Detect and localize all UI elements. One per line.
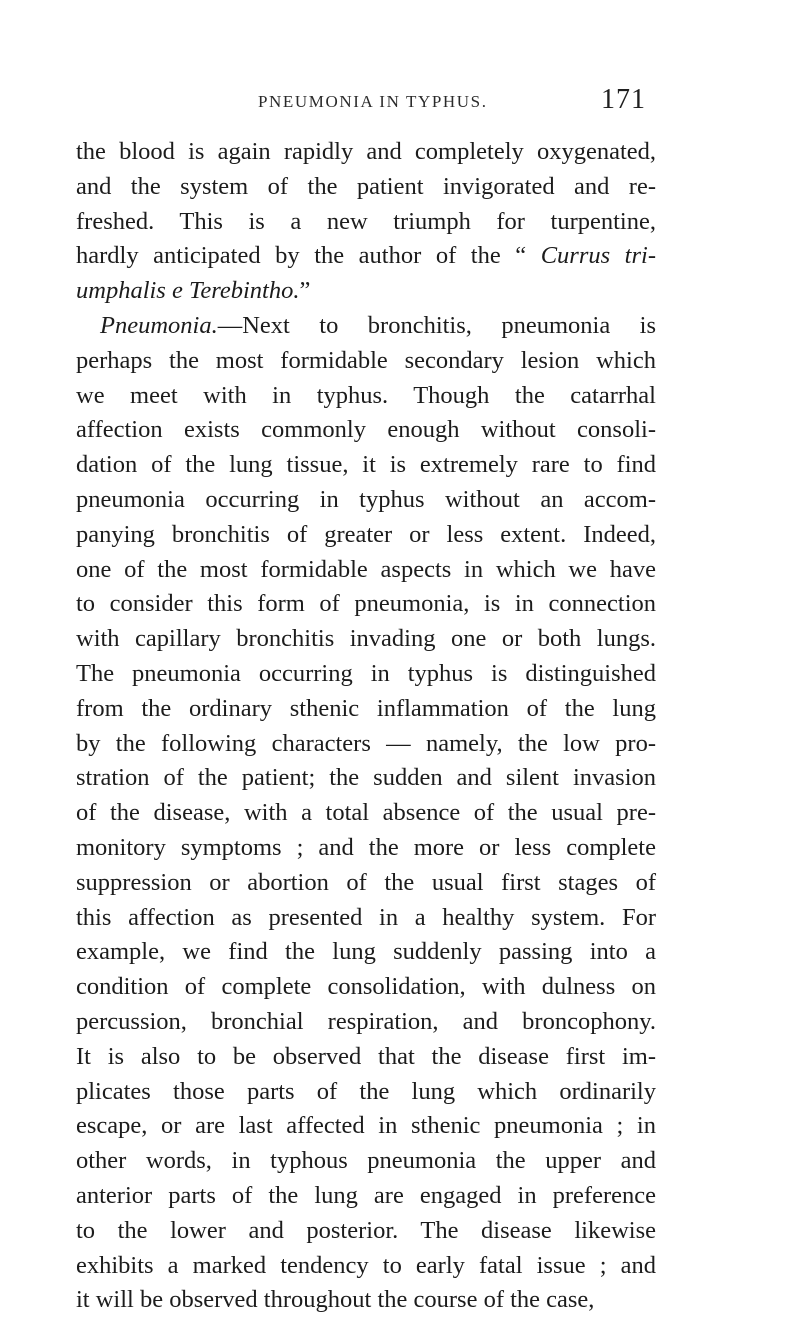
- closing-quote: ”: [299, 277, 311, 305]
- text-line: with capillary bronchitis invading one or both lungs.: [76, 625, 656, 653]
- section-heading: Pneumonia.: [100, 311, 218, 339]
- text-line: other words, in typhous pneumonia the upper and: [76, 1147, 656, 1175]
- text-line: monitory symptoms ; and the more or less complete: [76, 833, 656, 861]
- text-line: dation of the lung tissue, it is extremely rare to find: [76, 451, 656, 479]
- italic-title: Currus tri-: [540, 242, 656, 270]
- text-line: the blood is again rapidly and completely oxygenated,: [76, 138, 656, 165]
- text-line: [76, 274, 656, 309]
- text-line: stration of the patient; the sudden and silent invasion: [76, 764, 656, 792]
- running-title: PNEUMONIA IN TYPHUS.: [258, 92, 488, 111]
- italic-title: umphalis e Terebintho.: [76, 277, 300, 305]
- text-line: panying bronchitis of greater or less extent. Indeed,: [76, 520, 656, 548]
- text-line: by the following characters — namely, the low pro-: [76, 729, 656, 757]
- text-line: it will be observed throughout the course of the case,: [76, 1286, 595, 1314]
- text-run: —Next to bronchitis, pneumonia is: [217, 311, 656, 339]
- text-line: escape, or are last affected in sthenic pneumonia ; in: [76, 1112, 656, 1140]
- text-line: to consider this form of pneumonia, is in connection: [76, 590, 656, 618]
- text-line: from the ordinary sthenic inflammation of the lung: [76, 694, 656, 722]
- text-line: and the system of the patient invigorated and re-: [76, 172, 656, 200]
- text-line: of the disease, with a total absence of the usual pre-: [76, 799, 656, 827]
- text-line: plicates those parts of the lung which ordinarily: [76, 1077, 656, 1105]
- text-line: percussion, bronchial respiration, and broncophony.: [76, 1007, 656, 1035]
- text-line: perhaps the most formidable secondary lesion which: [76, 346, 656, 374]
- page-number: 171: [601, 84, 646, 115]
- text-line: we meet with in typhus. Though the catarrhal: [76, 381, 656, 409]
- text-line: example, we find the lung suddenly passing into a: [76, 938, 656, 966]
- text-line: to the lower and posterior. The disease likewise: [76, 1216, 656, 1244]
- running-head: [0, 84, 800, 124]
- text-line: condition of complete consolidation, with dulness on: [76, 973, 656, 1001]
- text-line: [76, 239, 656, 274]
- text-line: pneumonia occurring in typhus without an accom-: [76, 485, 656, 513]
- text-line: It is also to be observed that the disease first im-: [76, 1042, 656, 1070]
- text-line: exhibits a marked tendency to early fatal issue ; and: [76, 1251, 656, 1279]
- body-text: [76, 135, 656, 1318]
- text-line: The pneumonia occurring in typhus is distinguished: [76, 659, 656, 687]
- text-line: this affection as presented in a healthy system. For: [76, 903, 656, 931]
- text-line: one of the most formidable aspects in which we have: [76, 555, 656, 583]
- text-line: suppression or abortion of the usual first stages of: [76, 868, 656, 896]
- text-run: hardly anticipated by the author of the “: [76, 242, 541, 270]
- text-line: freshed. This is a new triumph for turpentine,: [76, 207, 656, 235]
- text-line: affection exists commonly enough without consoli-: [76, 416, 656, 444]
- text-line: anterior parts of the lung are engaged in preference: [76, 1181, 656, 1209]
- paragraph-start: [76, 309, 656, 344]
